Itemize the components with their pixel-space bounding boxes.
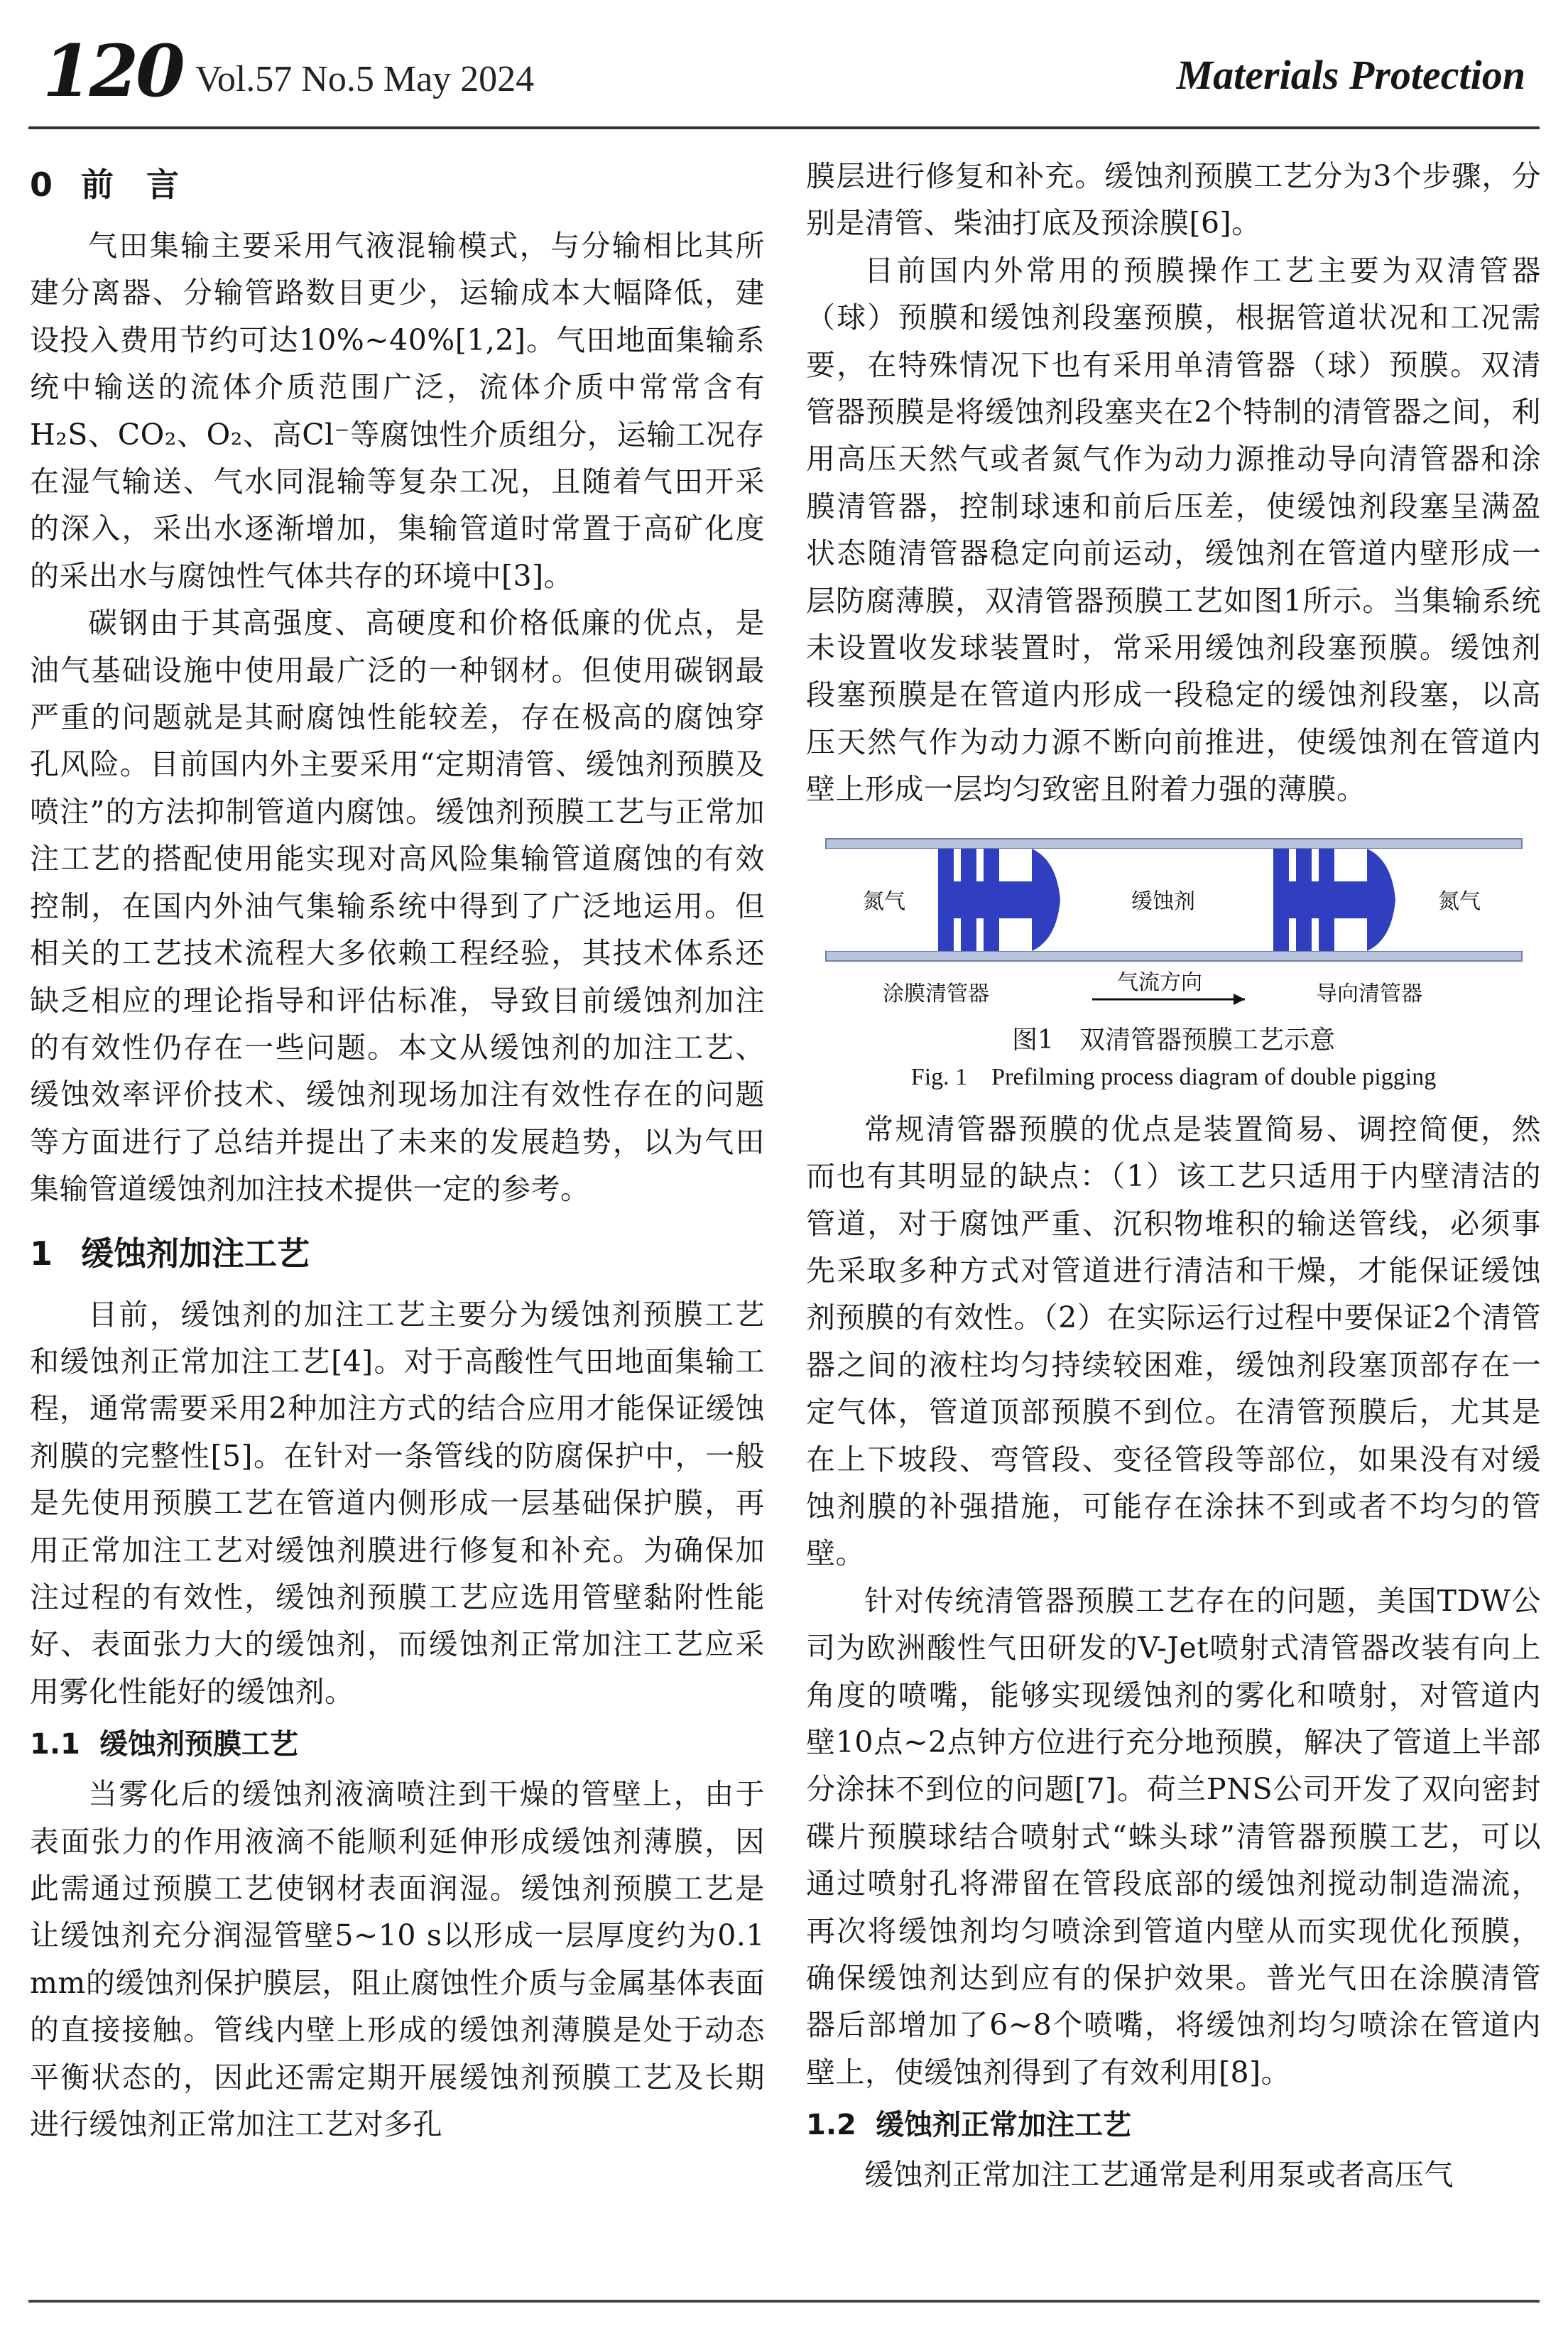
journal-name: Materials Protection: [1176, 52, 1525, 98]
subsection-title-normal-injection: [806, 2102, 1541, 2148]
figure-1: [806, 832, 1541, 1096]
pipe-bottom-wall: [826, 951, 1522, 961]
label-guide-pig: 导向清管器: [1315, 981, 1422, 1006]
paragraph-intro-1: 气田集输主要采用气液混输模式，与分输相比其所建分离器、分输管路数目更少，运输成本大幅降低，建设投入费用节约可达10%~40%[1,2]。气田地面集输系统中输送的流体介质范围广泛，流体介质中常常含有H₂S、CO₂、O₂、高Cl⁻等腐蚀性介质组分，运输工况存在湿气输送、气水同混输等复杂工况，且随着气田开采的深入，采出水逐渐增加，集输管道时常置于高矿化度的采出水与腐蚀性气体共存的环境中[3]。: [30, 229, 765, 593]
label-nitrogen-left: 氮气: [862, 889, 905, 914]
section-heading: 前 言: [81, 165, 179, 204]
left-column: [30, 153, 765, 2148]
page-header: [28, 28, 1540, 135]
header-rule: [28, 126, 1540, 129]
label-inhibitor: 缓蚀剂: [1131, 889, 1195, 914]
paragraph-improved-pigging: 针对传统清管器预膜工艺存在的问题，美国TDW公司为欧洲酸性气田研发的V-Jet喷射式清管器改装有向上角度的喷嘴，能够实现缓蚀剂的雾化和喷射，对管道内壁10点~2点钟方位进行充分地预膜，解决了管道上半部分涂抹不到位的问题[7]。荷兰PNS公司开发了双向密封碟片预膜球结合喷射式“蛛头球”清管器预膜工艺，可以通过喷射孔将滞留在管段底部的缓蚀剂搅动制造湍流，再次将缓蚀剂均匀喷涂到管道内壁从而实现优化预膜，确保缓蚀剂达到应有的保护效果。普光气田在涂膜清管器后部增加了6~8个喷嘴，将缓蚀剂均匀喷涂在管道内壁上，使缓蚀剂得到了有效利用[8]。: [806, 1583, 1541, 2090]
double-pigging-diagram: [819, 832, 1529, 1016]
section-title-introduction: [30, 160, 765, 210]
paragraph-continued: 膜层进行修复和补充。缓蚀剂预膜工艺分为3个步骤，分别是清管、柴油打底及预涂膜[6]。: [806, 159, 1541, 241]
subsection-title-prefilming: [30, 1721, 765, 1768]
paragraph-prefilming: 当雾化后的缓蚀剂液滴喷注到干燥的管壁上，由于表面张力的作用液滴不能顺利延伸形成缓蚀剂薄膜，因此需通过预膜工艺使钢材表面润湿。缓蚀剂预膜工艺是让缓蚀剂充分润湿管壁5~10 s以形成一层厚度约为0.1 mm的缓蚀剂保护膜层，阻止腐蚀性介质与金属基体表面的直接接触。管线内壁上形成的缓蚀剂薄膜是处于动态平衡状态的，因此还需定期开展缓蚀剂预膜工艺及长期进行缓蚀剂正常加注工艺对多孔: [30, 1777, 765, 2142]
subsection-heading: 缓蚀剂正常加注工艺: [876, 2109, 1131, 2142]
subsection-heading: 缓蚀剂预膜工艺: [99, 1728, 298, 1761]
paragraph-normal-injection: 缓蚀剂正常加注工艺通常是利用泵或者高压气: [864, 2158, 1454, 2193]
label-flow-direction: 气流方向: [1116, 969, 1202, 995]
pipe-top-wall: [826, 839, 1522, 849]
flow-arrow-head: [1234, 994, 1245, 1005]
section-number: 0: [30, 165, 53, 204]
subsection-number: 1.1: [30, 1728, 80, 1761]
section-number: 1: [30, 1234, 53, 1273]
figure-caption-cn: 图1 双清管器预膜工艺示意: [1012, 1025, 1335, 1055]
paragraph-pigging-drawbacks: 常规清管器预膜的优点是装置简易、调控简便，然而也有其明显的缺点：（1）该工艺只适用于内壁清洁的管道，对于腐蚀严重、沉积物堆积的输送管线，必须事先采取多种方式对管道进行清洁和干燥，才能保证缓蚀剂预膜的有效性。（2）在实际运行过程中要保证2个清管器之间的液柱均匀持续较困难，缓蚀剂段塞顶部存在一定气体，管道顶部预膜不到位。在清管预膜后，尤其是在上下坡段、弯管段、变径管段等部位，如果没有对缓蚀剂膜的补强措施，可能存在涂抹不到或者不均匀的管壁。: [806, 1112, 1541, 1571]
footer-rule: [28, 2300, 1540, 2303]
issue-info: Vol.57 No.5 May 2024: [195, 59, 535, 99]
paragraph-double-pigging: 目前国内外常用的预膜操作工艺主要为双清管器（球）预膜和缓蚀剂段塞预膜，根据管道状况和工况需要，在特殊情况下也有采用单清管器（球）预膜。双清管器预膜是将缓蚀剂段塞夹在2个特制的清管器之间，利用高压天然气或者氮气作为动力源推动导向清管器和涂膜清管器，控制球速和前后压差，使缓蚀剂段塞呈满盈状态随清管器稳定向前运动，缓蚀剂在管道内壁形成一层防腐薄膜，双清管器预膜工艺如图1所示。当集输系统未设置收发球装置时，常采用缓蚀剂段塞预膜。缓蚀剂段塞预膜是在管道内形成一段稳定的缓蚀剂段塞，以高压天然气作为动力源不断向前推进，使缓蚀剂在管道内壁上形成一层均匀致密且附着力强的薄膜。: [806, 253, 1541, 807]
label-nitrogen-right: 氮气: [1437, 889, 1481, 914]
figure-caption-en: Fig. 1 Prefilming process diagram of double pigging: [910, 1063, 1437, 1090]
label-coating-pig: 涂膜清管器: [882, 981, 989, 1006]
section-heading: 缓蚀剂加注工艺: [81, 1234, 310, 1273]
paragraph-intro-2: 碳钢由于其高强度、高硬度和价格低廉的优点，是油气基础设施中使用最广泛的一种钢材。但使用碳钢最严重的问题就是其耐腐蚀性能较差，存在极高的腐蚀穿孔风险。目前国内外主要采用“定期清管、缓蚀剂预膜及喷注”的方法抑制管道内腐蚀。缓蚀剂预膜工艺与正常加注工艺的搭配使用能实现对高风险集输管道腐蚀的有效控制，在国内外油气集输系统中得到了广泛地运用。但相关的工艺技术流程大多依赖工程经验，其技术体系还缺乏相应的理论指导和评估标准，导致目前缓蚀剂加注的有效性仍存在一些问题。本文从缓蚀剂的加注工艺、缓蚀效率评价技术、缓蚀剂现场加注有效性存在的问题等方面进行了总结并提出了未来的发展趋势，以为气田集输管道缓蚀剂加注技术提供一定的参考。: [30, 606, 765, 1207]
section-title-injection-process: [30, 1229, 765, 1278]
subsection-number: 1.2: [806, 2109, 856, 2142]
page-number: 120: [43, 29, 183, 113]
paragraph-process-overview: 目前，缓蚀剂的加注工艺主要分为缓蚀剂预膜工艺和缓蚀剂正常加注工艺[4]。对于高酸性气田地面集输工程，通常需要采用2种加注方式的结合应用才能保证缓蚀剂膜的完整性[5]。在针对一条管线的防腐保护中，一般是先使用预膜工艺在管道内侧形成一层基础保护膜，再用正常加注工艺对缓蚀剂膜进行修复和补充。为确保加注过程的有效性，缓蚀剂预膜工艺应选用管壁黏附性能好、表面张力大的缓蚀剂，而缓蚀剂正常加注工艺应采用雾化性能好的缓蚀剂。: [30, 1297, 765, 1709]
right-column: [806, 153, 1541, 2199]
